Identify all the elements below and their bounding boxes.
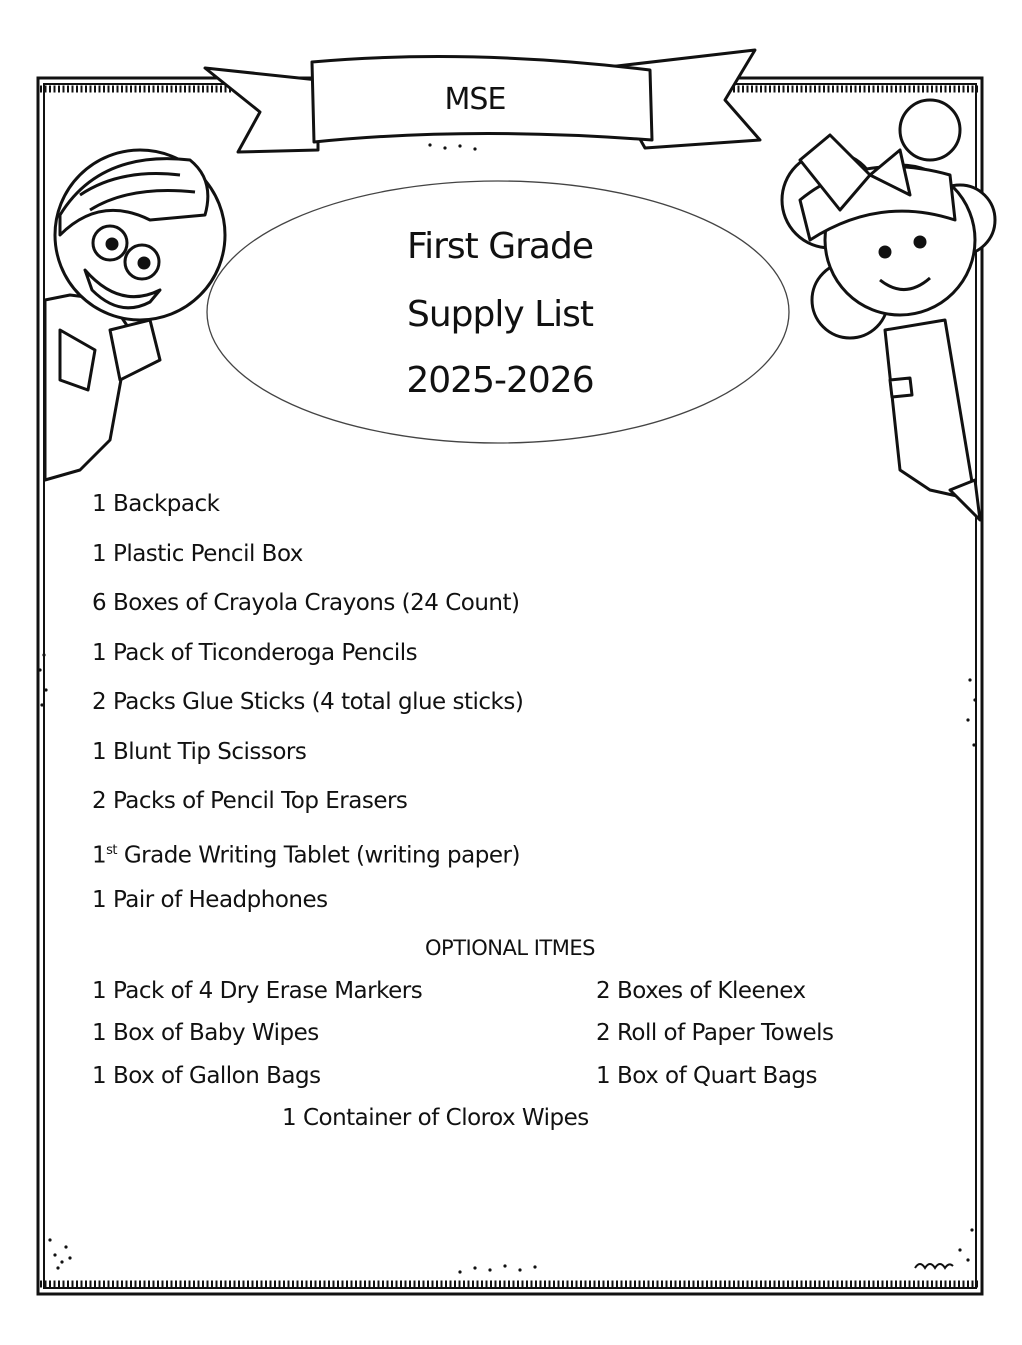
supply-item-crayons: 6 Boxes of Crayola Crayons (24 Count) — [92, 590, 520, 616]
writing-tablet-ordinal: st — [106, 842, 118, 858]
supply-item-headphones: 1 Pair of Headphones — [92, 887, 328, 913]
optional-item-clorox-wipes: 1 Container of Clorox Wipes — [282, 1105, 589, 1131]
signature-scribble — [915, 1264, 953, 1268]
supply-item-backpack: 1 Backpack — [92, 491, 220, 517]
optional-item: 1 Box of Gallon Bags — [92, 1063, 321, 1089]
optional-item: 1 Pack of 4 Dry Erase Markers — [92, 978, 423, 1004]
boy-illustration — [45, 150, 225, 480]
supply-item-scissors: 1 Blunt Tip Scissors — [92, 738, 307, 765]
supply-item-erasers: 2 Packs of Pencil Top Erasers — [92, 788, 408, 814]
supply-item-writing-tablet — [92, 835, 523, 885]
supply-list — [92, 488, 523, 934]
title-line-2: Supply List — [406, 294, 594, 335]
girl-illustration — [782, 100, 995, 520]
optional-item: 1 Box of Quart Bags — [596, 1063, 818, 1089]
writing-tablet-number: 1 — [92, 842, 107, 869]
optional-item: 1 Box of Baby Wipes — [92, 1020, 319, 1046]
banner-label: MSE — [444, 82, 506, 117]
title-line-1: First Grade — [407, 226, 593, 267]
writing-tablet-text: Grade Writing Tablet (writing paper) — [117, 842, 520, 869]
optional-items-heading: OPTIONAL ITMES — [425, 936, 595, 960]
supply-item-glue-sticks: 2 Packs Glue Sticks (4 total glue sticks) — [92, 689, 524, 715]
supply-item-pencils: 1 Pack of Ticonderoga Pencils — [92, 639, 418, 666]
optional-item: 2 Boxes of Kleenex — [596, 978, 806, 1004]
optional-item: 2 Roll of Paper Towels — [596, 1020, 834, 1046]
title-line-3: 2025-2026 — [406, 360, 594, 401]
supply-item-pencil-box: 1 Plastic Pencil Box — [92, 540, 303, 567]
